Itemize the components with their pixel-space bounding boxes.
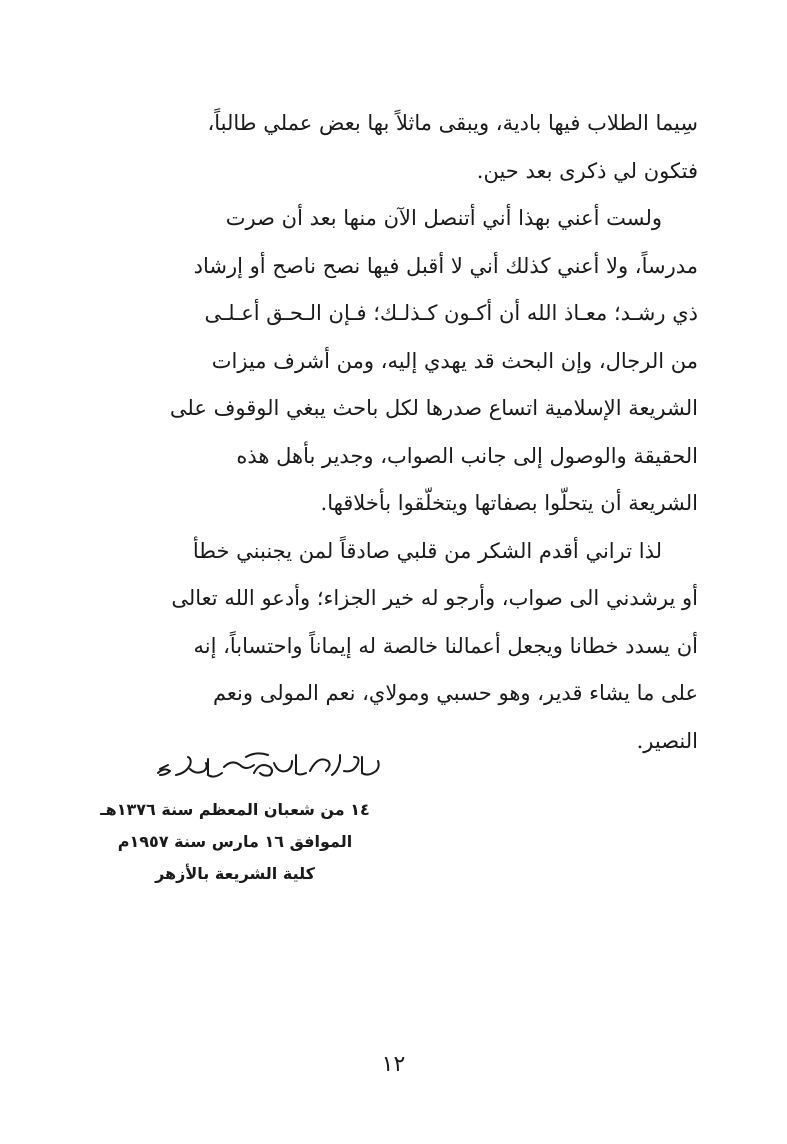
page-number: ١٢ <box>381 1052 406 1077</box>
text-line: الشريعة أن يتحلّوا بصفاتها ويتخلّقوا بأخلاقها. <box>320 491 698 515</box>
date-gregorian: الموافق ١٦ مارس سنة ١٩٥٧م <box>117 832 353 851</box>
signature-drawing <box>150 745 390 785</box>
text-line: من الرجال، وإن البحث قد يهدي إليه، ومن أشرف ميزات <box>211 348 698 373</box>
text-line: على ما يشاء قدير، وهو حسبي ومولاي، نعم المولى ونعم <box>212 681 698 705</box>
text-line: ذي رشـد؛ معـاذ الله أن أكـون كـذلـك؛ فـإن الـحـق أعـلـى <box>204 301 698 325</box>
text-line: أو يرشدني الى صواب، وأرجو له خير الجزاء؛ وأدعو الله تعالى <box>171 586 698 610</box>
text-line: النصير. <box>636 728 698 753</box>
text-line: أن يسدد خطانا ويجعل أعمالنا خالصة له إيماناً واحتساباً، إنه <box>193 633 698 658</box>
author-footer <box>100 794 370 890</box>
text-line: الشريعة الإسلامية اتساع صدرها لكل باحث يبغي الوقوف على <box>169 396 698 420</box>
institution: كلية الشريعة بالأزهر <box>155 864 315 883</box>
text-line: سِيما الطلاب فيها بادية، ويبقى ماثلاً بها بعض عملي طالباً، <box>207 111 698 135</box>
text-line: الحقيقة والوصول إلى جانب الصواب، وجدير بأهل هذه <box>236 443 698 468</box>
body-text <box>88 100 698 765</box>
date-hijri: ١٤ من شعبان المعظم سنة ١٣٧٦هـ <box>100 800 370 819</box>
text-line: فتكون لي ذكرى بعد حين. <box>476 158 698 183</box>
handwritten-signature <box>150 745 390 785</box>
text-line: ولست أعني بهذا أني أتنصل الآن منها بعد أن صرت <box>225 206 662 230</box>
text-line: لذا تراني أقدم الشكر من قلبي صادقاً لمن يجنبني خطأ <box>192 538 662 563</box>
paragraph-3 <box>88 528 698 766</box>
text-line: مدرساً، ولا أعني كذلك أني لا أقبل فيها نصح ناصح أو إرشاد <box>193 253 698 278</box>
paragraph-1 <box>88 100 698 195</box>
paragraph-2 <box>88 195 698 528</box>
